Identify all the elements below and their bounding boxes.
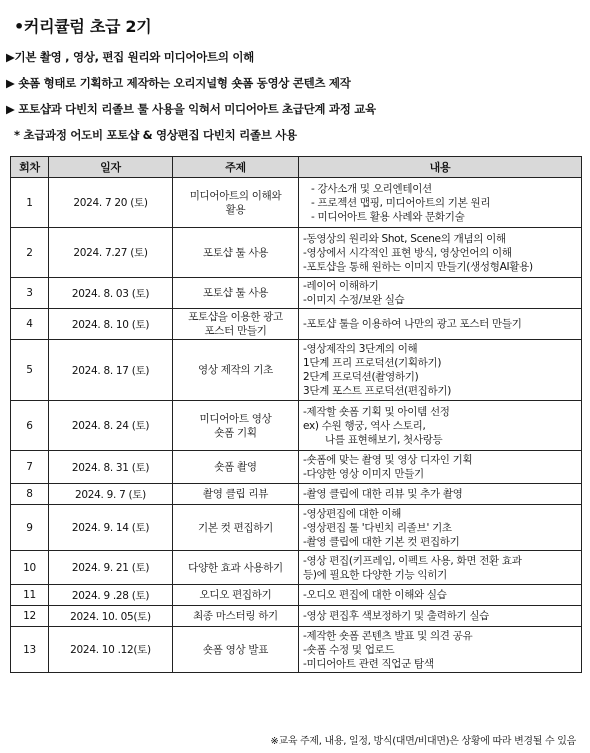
session-topic [173,451,299,484]
session-number: 6 [11,401,49,451]
session-content [299,228,582,278]
topic-line: 영상 제작의 기초 [198,364,273,376]
table-row [11,309,582,340]
session-number: 9 [11,505,49,551]
session-date: 2024. 10 .12(토) [49,627,173,673]
topic-line: 촬영 클립 리뷰 [202,488,269,500]
topic-line: 활용 [225,203,246,216]
table-row [11,178,582,228]
header-session: 회차 [11,157,49,178]
content-line: -영상 편집(키프레임, 이펙트 사용, 화면 전환 효과 [303,554,522,567]
bullet-tools: ▶ 포토샵과 다빈치 리졸브 툴 사용을 익혀서 미디어아트 초급단계 과정 교육 [6,102,376,116]
table-row [11,401,582,451]
session-number: 7 [11,451,49,484]
content-line: -영상 편집후 색보정하기 및 출력하기 실습 [303,610,490,622]
topic-line: 포토샵 툴 사용 [202,246,269,259]
table-row [11,606,582,627]
content-line: -숏폼에 맞는 촬영 및 영상 디자인 기획 [303,454,473,466]
content-line: - 프로젝션 맵핑, 미디어아트의 기본 원리 [311,196,491,209]
header-content: 내용 [299,157,582,178]
content-line: -촬영 클립에 대한 기본 컷 편집하기 [303,535,460,548]
content-line: 나를 표현해보기, 첫사랑등 [325,433,443,446]
session-date: 2024. 9. 21 (토) [49,551,173,585]
bullet-basics: ▶기본 촬영 , 영상, 편집 원리와 미디어아트의 이해 [6,50,254,64]
session-content [299,585,582,606]
content-line: -영상편집에 대한 이해 [303,507,402,520]
session-content [299,278,582,309]
content-line: -오디오 편집에 대한 이해와 실습 [303,589,447,601]
topic-line: 미디어아트의 이해와 [189,189,282,202]
topic-line: 포스터 만들기 [204,325,267,337]
topic-line: 숏폼 기획 [214,426,257,439]
topic-line: 포토샵을 이용한 광고 [188,311,283,323]
session-number: 5 [11,340,49,401]
bullet-shortform: ▶ 숏폼 형태로 기획하고 제작하는 오리지널형 숏폼 동영상 콘텐츠 제작 [6,76,351,90]
topic-line: 숏폼 촬영 [214,461,257,473]
session-content [299,401,582,451]
content-line: 2단계 프로덕션(촬영하기) [303,371,419,383]
session-number: 2 [11,228,49,278]
topic-line: 오디오 편집하기 [199,589,272,601]
session-topic [173,627,299,673]
content-line: - 미디어아트 활용 사례와 문화기술 [311,210,465,223]
session-number: 11 [11,585,49,606]
content-line: -제작할 숏폼 기획 및 아이템 선정 [303,405,450,418]
session-content [299,178,582,228]
content-line: -포토샵을 통해 원하는 이미지 만들기(생성형AI활용) [303,260,533,273]
bullet-software: * 초급과정 어도비 포토샵 & 영상편집 다빈치 리졸브 사용 [14,128,297,142]
content-line: -영상제작의 3단계의 이해 [303,343,418,355]
content-line: -이미지 수정/보완 실습 [303,294,405,306]
session-topic [173,228,299,278]
content-line: 3단계 포스트 프로덕션(편집하기) [303,385,452,397]
session-date: 2024. 8. 31 (토) [49,451,173,484]
session-topic [173,484,299,505]
session-topic [173,309,299,340]
topic-line: 미디어아트 영상 [199,412,272,425]
header-topic: 주제 [173,157,299,178]
session-date: 2024. 8. 24 (토) [49,401,173,451]
header-date: 일자 [49,157,173,178]
content-line: -미디어아트 관련 직업군 탐색 [303,657,434,670]
table-row [11,451,582,484]
session-number: 4 [11,309,49,340]
schedule-body [11,178,582,673]
session-topic [173,505,299,551]
session-number: 3 [11,278,49,309]
content-line: -영상에서 시각적인 표현 방식, 영상언어의 이해 [303,246,512,259]
session-date: 2024. 9. 14 (토) [49,505,173,551]
session-content [299,627,582,673]
topic-line: 숏폼 영상 발표 [202,643,269,656]
content-line: -동영상의 원리와 Shot, Scene의 개념의 이해 [303,232,506,245]
content-line: -숏폼 수정 및 업로드 [303,643,395,656]
page-title: •커리큘럼 초급 2기 [14,17,152,36]
session-date: 2024. 10. 05(토) [49,606,173,627]
footnote: ※교육 주제, 내용, 일정, 방식(대면/비대면)은 상황에 따라 변경될 수 있음 [270,736,576,747]
session-number: 12 [11,606,49,627]
content-line: -다양한 영상 이미지 만들기 [303,468,424,480]
session-content [299,309,582,340]
topic-line: 기본 컷 편집하기 [198,521,273,534]
table-row [11,627,582,673]
session-topic [173,340,299,401]
session-number: 1 [11,178,49,228]
session-topic [173,401,299,451]
content-line: -포토샵 툴을 이용하여 나만의 광고 포스터 만들기 [303,318,522,330]
session-topic [173,585,299,606]
table-row [11,484,582,505]
session-content [299,340,582,401]
session-content [299,484,582,505]
table-row [11,505,582,551]
session-topic [173,278,299,309]
topic-line: 최종 마스터링 하기 [193,610,278,622]
content-line: - 강사소개 및 오리엔테이션 [311,182,432,195]
table-row [11,551,582,585]
session-content [299,505,582,551]
table-row [11,228,582,278]
session-topic [173,606,299,627]
session-number: 10 [11,551,49,585]
session-date: 2024. 7 20 (토) [49,178,173,228]
session-date: 2024. 9 .28 (토) [49,585,173,606]
session-number: 8 [11,484,49,505]
schedule-table [10,156,582,673]
table-row [11,585,582,606]
content-line: ex) 수원 행궁, 역사 스토리, [303,419,426,432]
session-content [299,451,582,484]
session-number: 13 [11,627,49,673]
session-date: 2024. 9. 7 (토) [49,484,173,505]
session-date: 2024. 8. 10 (토) [49,309,173,340]
session-topic [173,551,299,585]
table-row [11,278,582,309]
content-line: -영상편집 툴 '다빈치 리졸브' 기초 [303,521,452,534]
session-content [299,551,582,585]
content-line: -촬영 클립에 대한 리뷰 및 추가 촬영 [303,488,463,500]
content-line: 1단계 프리 프로덕션(기획하기) [303,357,442,369]
overview-bullets [6,44,586,148]
session-date: 2024. 8. 17 (토) [49,340,173,401]
content-line: -레이어 이해하기 [303,280,379,292]
session-date: 2024. 8. 03 (토) [49,278,173,309]
session-content [299,606,582,627]
content-line: -제작한 숏폼 콘텐츠 발표 및 의견 공유 [303,629,473,642]
session-topic [173,178,299,228]
content-line: 등)에 필요한 다양한 기능 익히기 [303,568,447,581]
topic-line: 포토샵 툴 사용 [202,287,269,299]
table-row [11,340,582,401]
session-date: 2024. 7.27 (토) [49,228,173,278]
topic-line: 다양한 효과 사용하기 [188,561,283,574]
table-header-row [11,157,582,178]
